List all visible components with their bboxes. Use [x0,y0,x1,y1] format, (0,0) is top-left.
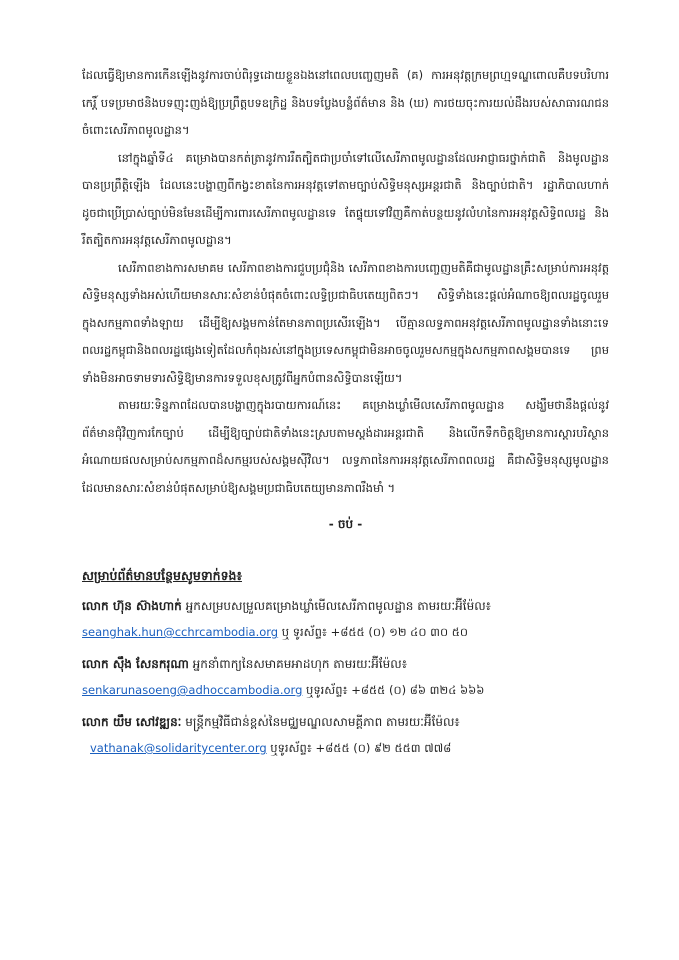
contact-name-1: លោក ហ៊ុន ស៊ាងហាក់ [82,599,182,613]
contact-line-3 [82,711,609,733]
contact-block-3 [82,711,609,759]
contact-email-link-2[interactable]: senkarunasoeng@adhoccambodia.org [82,683,303,697]
contact-line-1 [82,595,609,617]
body-paragraph-1: ដែលធ្វើឱ្យមានការកើនឡើងនូវការចាប់ពិរុទ្ធដោយខ្លួនឯងនៅពេលបញ្ចេញមតិ (គ) ការអនុវត្តក្រមព្រហ្មទណ្ឌពោលគឺបទបរិហារកេរ្តិ៍ បទប្រមាថនិងបទញុះញង់ឱ្យប្រព្រឹត្តបទឧក្រិដ្ឋ និងបទប្លែងបន្លំព័ត៌មាន និង (ឃ) ការថយចុះការយល់ដឹងរបស់សាធារណជនចំពោះសេរីភាពមូលដ្ឋាន។ [82,68,609,137]
body-paragraph-4: តាមរយៈទិន្នភាពដែលបានបង្ហាញក្នុងរបាយការណ៍នេះ គម្រោងឃ្លាំមើលសេរីភាពមូលដ្ឋាន សង្ឃឹមថានឹងផ្តល់នូវព័ត៌មានជុំវិញការកែច្បាប់ ដើម្បីឱ្យច្បាប់ជាតិទាំងនេះស្របតាមស្តង់ដារអន្តរជាតិ និងលើកទឹកចិត្តឱ្យមានការស្តារបរិស្ថានអំណោយផលសម្រាប់សកម្មភាពដ៏សកម្មរបស់សង្គមស៊ីវិល។ លទ្ធភាពនៃការអនុវត្តសេរីភាពពលរដ្ឋ គឺជាសិទ្ធិមនុស្សមូលដ្ឋានដែលមានសារៈសំខាន់បំផុតសម្រាប់ឱ្យសង្គមប្រជាធិបតេយ្យមានភាពរឹងមាំ ។ [82,398,609,495]
contact-role-1: អ្នកសម្របសម្រួលគម្រោងឃ្លាំមើលសេរីភាពមូលដ្ឋាន តាមរយៈអ៊ីម៉ែល៖ [181,599,491,613]
contact-email-link-3[interactable]: vathanak@solidaritycenter.org [90,741,267,755]
contact-role-2: អ្នកនាំពាក្យនៃសមាគមអាដហុក តាមរយៈអ៊ីម៉ែល៖ [188,657,407,671]
contact-phone-3: ឬទូរស័ព្ទ៖ +៨៥៥ (០) ៩២ ៥៥៣ ៧៧៨ [266,741,452,755]
contact-name-3: លោក យឹម សៅវឌ្ឍនៈ [82,715,182,729]
contact-line-2 [82,653,609,675]
contact-block-2 [82,653,609,701]
contact-block-1 [82,595,609,643]
email-line-1 [82,621,609,643]
end-marker: - ចប់ - [328,517,363,531]
body-paragraph-2: នៅក្នុងឆ្នាំទី៤ គម្រោងបានកត់ត្រានូវការរឹតត្បិតជាប្រចាំទៅលើសេរីភាពមូលដ្ឋានដែលអាជ្ញាធរថ្នាក់ជាតិ និងមូលដ្ឋានបានប្រព្រឹត្តិឡើង ដែលនេះបង្ហាញពីកង្វះខាតនៃការអនុវត្តទៅតាមច្បាប់សិទ្ធិមនុស្សអន្តរជាតិ និងច្បាប់ជាតិ។ រដ្ឋាភិបាលហាក់ដូចជាប្រើប្រាស់ច្បាប់មិនមែនដើម្បីការពារសេរីភាពមូលដ្ឋានទេ តែផ្ទុយទៅវិញគឺកាត់បន្ថយនូវលំហនៃការអនុវត្តសិទ្ធិពលរដ្ឋ និងរឹតត្បិតការអនុវត្តសេរីភាពមូលដ្ឋាន។ [82,150,609,247]
email-line-2 [82,679,609,701]
contact-phone-2: ឬទូរស័ព្ទ៖ +៨៥៥ (០) ៨៦ ៣២៤ ៦៦៦ [302,683,485,697]
contact-heading: សម្រាប់ព័ត៌មានបន្ថែមសូមទាក់ទង៖ [82,568,242,583]
body-paragraph-3: សេរីភាពខាងការសមាគម សេរីភាពខាងការជួបប្រជុំនិង សេរីភាពខាងការបញ្ចេញមតិគឺជាមូលដ្ឋានគ្រឹះសម្រាប់ការអនុវត្តសិទ្ធិមនុស្សទាំងអស់ហើយមានសារៈសំខាន់បំផុតចំពោះលទ្ធិប្រជាធិបតេយ្យពិតៗ។ សិទ្ធិទាំងនេះផ្តល់អំណាចឱ្យពលរដ្ឋចូលរួមក្នុងសកម្មភាពទាំងឡាយ ដើម្បីឱ្យសង្គមកាន់តែមានភាពប្រសើរឡើង។ បើគ្មានលទ្ធភាពអនុវត្តសេរីភាពមូលដ្ឋានទាំងនោះទេ ពលរដ្ឋកម្ពុជានិងពលរដ្ឋផ្សេងទៀតដែលកំពុងរស់នៅក្នុងប្រទេសកម្ពុជាមិនអាចចូលរួមសកម្មក្នុងសកម្មភាពសង្គមបានទេ ព្រមទាំងមិនអាចទាមទារសិទ្ធិឱ្យមានការទទួលខុសត្រូវពីអ្នកបំពានសិទ្ធិបានឡើយ។ [82,260,609,385]
email-line-3 [82,737,609,759]
contact-email-link-1[interactable]: seanghak.hun@cchrcambodia.org [82,625,279,639]
contact-phone-1: ឬ ទូរស័ព្ទ៖ +៨៥៥ (០) ១២ ៤០ ៣០ ៥០ [278,625,469,639]
contact-name-2: លោក ស៊ឹង សែនករុណា [82,657,189,671]
contact-role-3: មន្ត្រីកម្មវិធីជាន់ខ្ពស់នៃមជ្ឈមណ្ឌលសាមគ្គីភាព តាមរយៈអ៊ីម៉ែល៖ [181,715,460,729]
